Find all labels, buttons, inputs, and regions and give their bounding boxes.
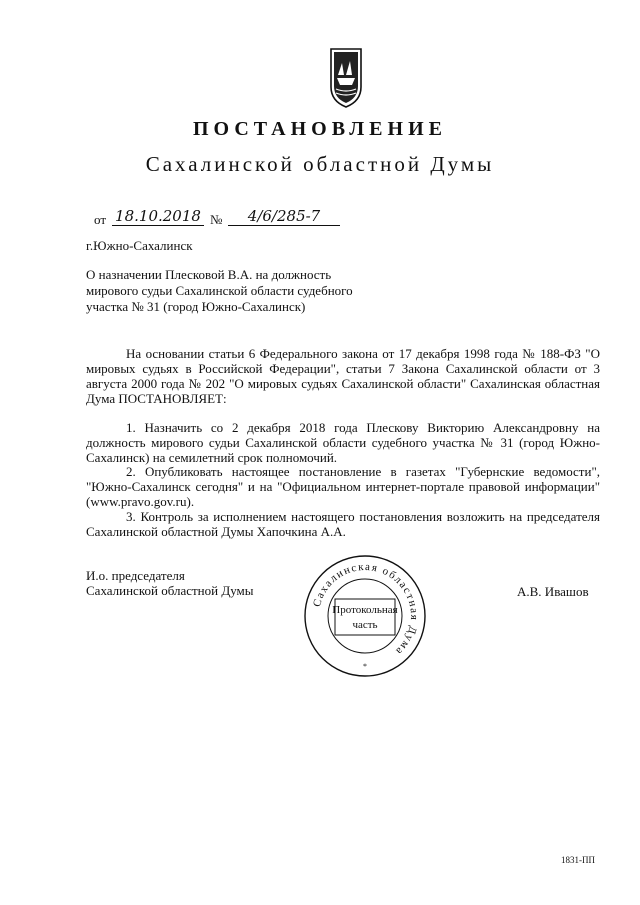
item-1-paragraph: 1. Назначить со 2 декабря 2018 года Плескову Викторию Александровну на должность мирового судьи Сахалинской области судебного участка № 31 (город Южно-Сахалинск) на семилетний срок полномочий. xyxy=(86,420,600,465)
stamp-ring-text: Сахалинская областная Дума xyxy=(310,560,421,658)
date-prefix: от xyxy=(94,212,107,227)
stamp-center-line-2: часть xyxy=(352,619,378,631)
date-value: 18.10.2018 xyxy=(112,207,204,226)
number-value: 4/6/285-7 xyxy=(228,207,340,226)
document-subject: О назначении Плесковой В.А. на должность мирового судьи Сахалинской области судебного участка № 31 (город Южно-Сахалинск) xyxy=(86,267,353,314)
document-code: 1831-ПП xyxy=(561,855,595,865)
signatory-position-line-1: И.о. председателя xyxy=(86,568,185,583)
signatory-position xyxy=(86,568,254,598)
document-title: ПОСТАНОВЛЕНИЕ xyxy=(193,118,447,140)
official-stamp xyxy=(302,553,428,679)
signatory-position-line-2: Сахалинской областной Думы xyxy=(86,583,254,598)
item-2-paragraph: 2. Опубликовать настоящее постановление в газетах "Губернские ведомости", "Южно-Сахалинск сегодня" и на "Официальном интернет-портале правовой информации" (www.pravo.gov.ru). xyxy=(86,464,600,509)
city: г.Южно-Сахалинск xyxy=(86,238,193,253)
stamp-star-icon: * xyxy=(363,662,367,671)
document-subtitle: Сахалинской областной Думы xyxy=(145,152,495,176)
number-prefix: № xyxy=(210,212,223,227)
coat-of-arms-emblem xyxy=(328,45,364,109)
signatory-name: А.В. Ивашов xyxy=(517,584,589,599)
stamp-center-line-1: Протокольная xyxy=(332,604,398,616)
item-3-paragraph: 3. Контроль за исполнением настоящего постановления возложить на председателя Сахалинской областной Думы Хапочкина А.А. xyxy=(86,509,600,539)
preamble-paragraph: На основании статьи 6 Федерального закона от 17 декабря 1998 года № 188-ФЗ "О мировых судьях в Российской Федерации", статьи 7 Закона Сахалинской области от 3 августа 2000 года № 202 "О мировых судьях Сахалинской области" Сахалинская областная Дума ПОСТАНОВЛЯЕТ: xyxy=(86,346,600,406)
